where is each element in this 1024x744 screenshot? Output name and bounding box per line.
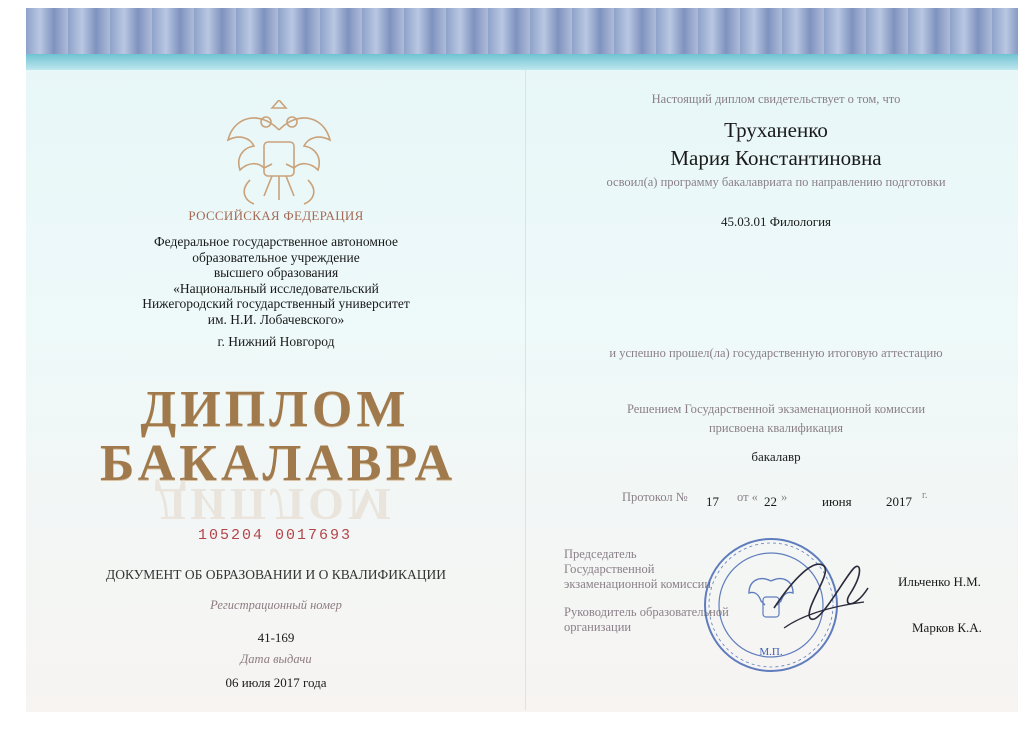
security-band-edge — [26, 54, 1018, 70]
graduate-surname: Труханенко — [724, 118, 828, 142]
seal-mark: М.П. — [759, 646, 783, 658]
head-name: Марков К.А. — [912, 620, 982, 635]
country-name: РОССИЙСКАЯ ФЕДЕРАЦИЯ — [188, 208, 364, 223]
qualification: бакалавр — [751, 449, 801, 464]
institution-line: «Национальный исследовательский — [173, 280, 379, 296]
intro-text: Настоящий диплом свидетельствует о том, что — [651, 92, 901, 106]
issue-date-label: Дата выдачи — [240, 652, 312, 666]
double-headed-eagle-icon — [220, 100, 338, 212]
chair-title-line: экзаменационной комиссии — [564, 577, 712, 591]
registration-label: Регистрационный номер — [210, 598, 342, 612]
document-type: ДОКУМЕНТ ОБ ОБРАЗОВАНИИ И О КВАЛИФИКАЦИИ — [106, 567, 446, 582]
institution-line: Нижегородский государственный университет — [142, 296, 410, 311]
institution-line: высшего образования — [213, 265, 339, 280]
chair-title-line: Председатель — [564, 547, 637, 561]
institution-line: Федеральное государственное автономное — [153, 234, 398, 249]
institution-line: им. Н.И. Лобачевского» — [207, 311, 345, 327]
commission-chair-title — [564, 547, 711, 592]
institution-line: образовательное учреждение — [192, 249, 360, 265]
program-text: освоил(а) программу бакалавриата по направлению подготовки — [606, 175, 946, 189]
date-from-label: от « — [737, 490, 758, 504]
date-close-quote: » — [781, 490, 788, 504]
diploma-title-line1: ДИПЛОМ — [140, 381, 410, 438]
attestation-text: и успешно прошел(ла) государственную итоговую аттестацию — [609, 346, 943, 360]
serial-number: 105204 0017693 — [197, 527, 353, 544]
protocol-label: Протокол № — [622, 490, 688, 504]
diploma-title-line2: БАКАЛАВРА — [100, 435, 457, 492]
program-name: 45.03.01 Филология — [720, 214, 832, 229]
protocol-month: июня — [822, 494, 852, 509]
city: г. Нижний Новгород — [217, 334, 335, 349]
year-suffix: г. — [922, 490, 928, 501]
graduate-given-names: Мария Константиновна — [670, 146, 882, 170]
signature-icon — [764, 548, 874, 638]
commission-chair-name: Ильченко Н.М. — [898, 574, 981, 589]
diploma-sheet — [26, 8, 1018, 712]
protocol-number: 17 — [706, 494, 719, 509]
head-title-line: организации — [564, 620, 632, 634]
head-title-line: Руководитель образовательной — [564, 605, 729, 619]
registration-number: 41-169 — [257, 630, 295, 645]
commission-text-line2: присвоена квалификация — [708, 421, 844, 435]
commission-text-line1: Решением Государственной экзаменационной комиссии — [626, 402, 926, 416]
title-reflection: ДИПЛОМ — [154, 479, 396, 530]
page-fold — [525, 70, 526, 710]
institution-name — [121, 234, 431, 327]
issue-date: 06 июля 2017 года — [225, 675, 327, 690]
protocol-year: 2017 — [886, 494, 912, 509]
chair-title-line: Государственной — [564, 562, 655, 576]
protocol-day: 22 — [764, 494, 777, 509]
